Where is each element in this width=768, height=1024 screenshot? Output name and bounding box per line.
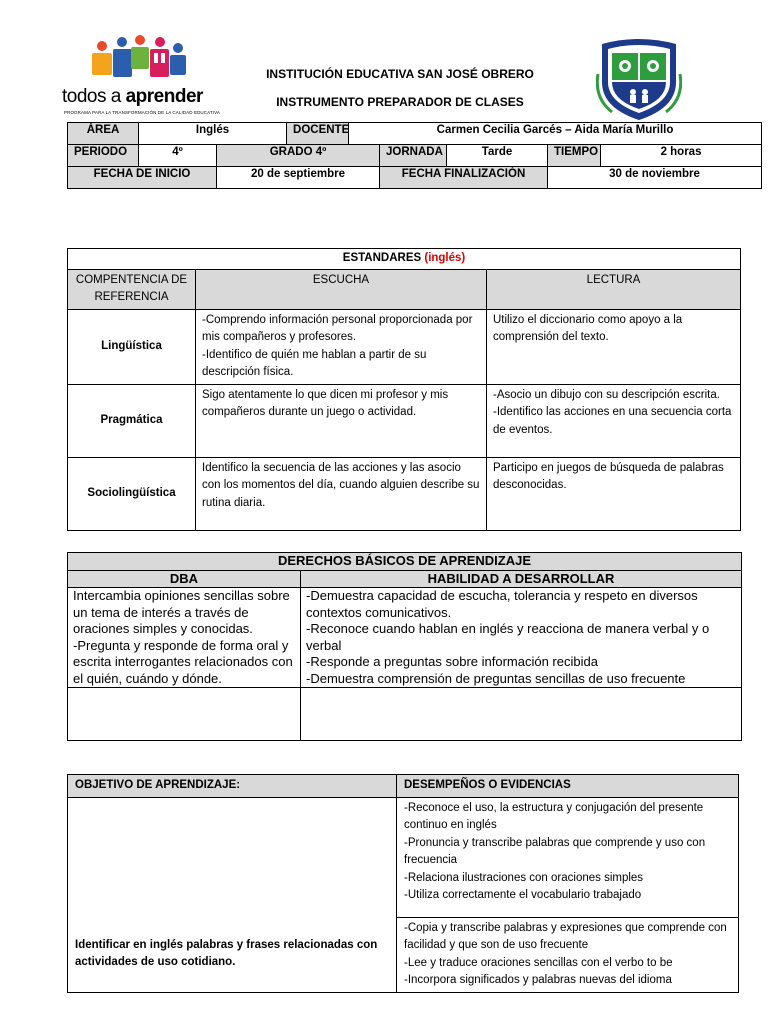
grado-label: GRADO 4º (217, 145, 380, 167)
col-dba-header: DBA (68, 570, 301, 588)
desempenos-cell (397, 797, 739, 917)
escucha-line: Identifico la secuencia de las acciones y las asocio con los momentos del día, cuando alguien describe su rutina diaria. (202, 461, 480, 509)
docente-value: Carmen Cecilia Garcés – Aida María Murillo (349, 123, 762, 145)
escucha-line: -Comprendo información personal proporcionada por mis compañeros y profesores. (202, 313, 473, 343)
fecha-fin-label: FECHA FINALIZACIÓN (380, 167, 548, 189)
col-competencia-header: COMPENTENCIA DE REFERENCIA (68, 269, 196, 309)
table-row (68, 457, 741, 530)
desempenos-cell (397, 917, 739, 992)
lectura-line: -Asocio un dibujo con su descripción escrita. (493, 388, 720, 401)
empty-cell (301, 688, 742, 741)
standards-table (67, 248, 741, 531)
logo-wordmark: todos a aprender (62, 86, 203, 107)
col-escucha-header: ESCUCHA (196, 269, 487, 309)
table-row (68, 588, 742, 688)
col-habilidad-header: HABILIDAD A DESARROLLAR (301, 570, 742, 588)
dba-table (67, 552, 742, 741)
standards-title-highlight: (inglés) (424, 252, 466, 264)
lectura-line: Participo en juegos de búsqueda de palabras desconocidas. (493, 461, 724, 491)
fecha-inicio-label: FECHA DE INICIO (68, 167, 217, 189)
escucha-line: Sigo atentamente lo que dicen mi profesor y mis compañeros durante un juego o actividad. (202, 388, 449, 418)
desempeno-line: -Utiliza correctamente el vocabulario trabajado (404, 889, 642, 901)
tiempo-label: TIEMPO (548, 145, 601, 167)
col-lectura-header: LECTURA (487, 269, 741, 309)
lectura-line: -Identifico las acciones en una secuencia corta de eventos. (493, 406, 732, 436)
area-label: ÁREA (68, 123, 139, 145)
class-info-table (67, 122, 762, 189)
instrument-title: INSTRUMENTO PREPARADOR DE CLASES (276, 95, 524, 109)
table-row (68, 797, 739, 917)
col-desempenos-header: DESEMPEÑOS O EVIDENCIAS (397, 775, 739, 798)
desempeno-line: -Lee y traduce oraciones sencillas con el verbo to be (404, 956, 673, 969)
todos-a-aprender-logo (62, 34, 220, 124)
standards-title: ESTANDARES (inglés) (68, 249, 741, 270)
habilidad-line: -Demuestra comprensión de preguntas sencillas de uso frecuente (306, 670, 686, 686)
table-row-empty (68, 688, 742, 741)
periodo-label: PERIODO (68, 145, 139, 167)
competencia-cell: Lingüística (68, 309, 196, 384)
habilidad-line: -Demuestra capacidad de escucha, tolerancia y respeto en diversos contextos comunicativos. (306, 588, 698, 620)
jornada-value: Tarde (447, 145, 548, 167)
tiempo-value: 2 horas (601, 145, 762, 167)
escucha-cell (196, 309, 487, 384)
desempeno-line: -Pronuncia y transcribe palabras que comprende y uso con frecuencia (404, 836, 706, 866)
lectura-cell (487, 309, 741, 384)
institution-name: INSTITUCIÓN EDUCATIVA SAN JOSÉ OBRERO (266, 67, 534, 81)
dba-title: DERECHOS BÁSICOS DE APRENDIZAJE (68, 553, 742, 571)
table-row (68, 384, 741, 457)
competencia-cell: Sociolingüística (68, 457, 196, 530)
children-figures-icon (88, 34, 188, 84)
escucha-cell (196, 384, 487, 457)
col-objetivo-header: OBJETIVO DE APRENDIZAJE: (68, 775, 397, 798)
desempeno-line: -Relaciona ilustraciones con oraciones simples (404, 871, 644, 884)
dba-cell (68, 588, 301, 688)
dba-line: Intercambia opiniones sencillas sobre un tema de interés a través de oraciones simples y conocidas. (73, 588, 290, 636)
lectura-line: Utilizo el diccionario como apoyo a la comprensión del texto. (493, 313, 683, 343)
docente-label: DOCENTE (287, 123, 349, 145)
school-crest-icon (596, 38, 682, 122)
escucha-line: -Identifico de quién me hablan a partir de su descripción física. (202, 348, 427, 378)
jornada-label: JORNADA (380, 145, 447, 167)
habilidad-line: -Reconoce cuando hablan en inglés y reacciona de manera verbal y o verbal (306, 621, 710, 653)
habilidad-cell (301, 588, 742, 688)
habilidad-line: -Responde a preguntas sobre información recibida (306, 654, 598, 669)
lectura-cell (487, 384, 741, 457)
escucha-cell (196, 457, 487, 530)
dba-line: -Pregunta y responde de forma oral y escrita interrogantes relacionados con el quién, cuándo y dónde. (73, 637, 293, 686)
lectura-cell (487, 457, 741, 530)
desempeno-line: -Reconoce el uso, la estructura y conjugación del presente continuo en inglés (404, 801, 704, 831)
desempeno-line: -Incorpora significados y palabras nuevas del idioma (404, 974, 672, 986)
fecha-fin-value: 30 de noviembre (548, 167, 762, 189)
objetivo-cell: Identificar en inglés palabras y frases relacionadas con actividades de uso cotidiano. (68, 797, 397, 992)
desempeno-line: -Copia y transcribe palabras y expresiones que comprende con facilidad y que son de uso frecuente (404, 921, 727, 951)
logo-subtitle: PROGRAMA PARA LA TRANSFORMACIÓN DE LA CALIDAD EDUCATIVA (64, 110, 220, 115)
fecha-inicio-value: 20 de septiembre (217, 167, 380, 189)
table-row (68, 309, 741, 384)
periodo-value: 4º (139, 145, 217, 167)
objective-table (67, 774, 739, 993)
area-value: Inglés (139, 123, 287, 145)
competencia-cell: Pragmática (68, 384, 196, 457)
empty-cell (68, 688, 301, 741)
